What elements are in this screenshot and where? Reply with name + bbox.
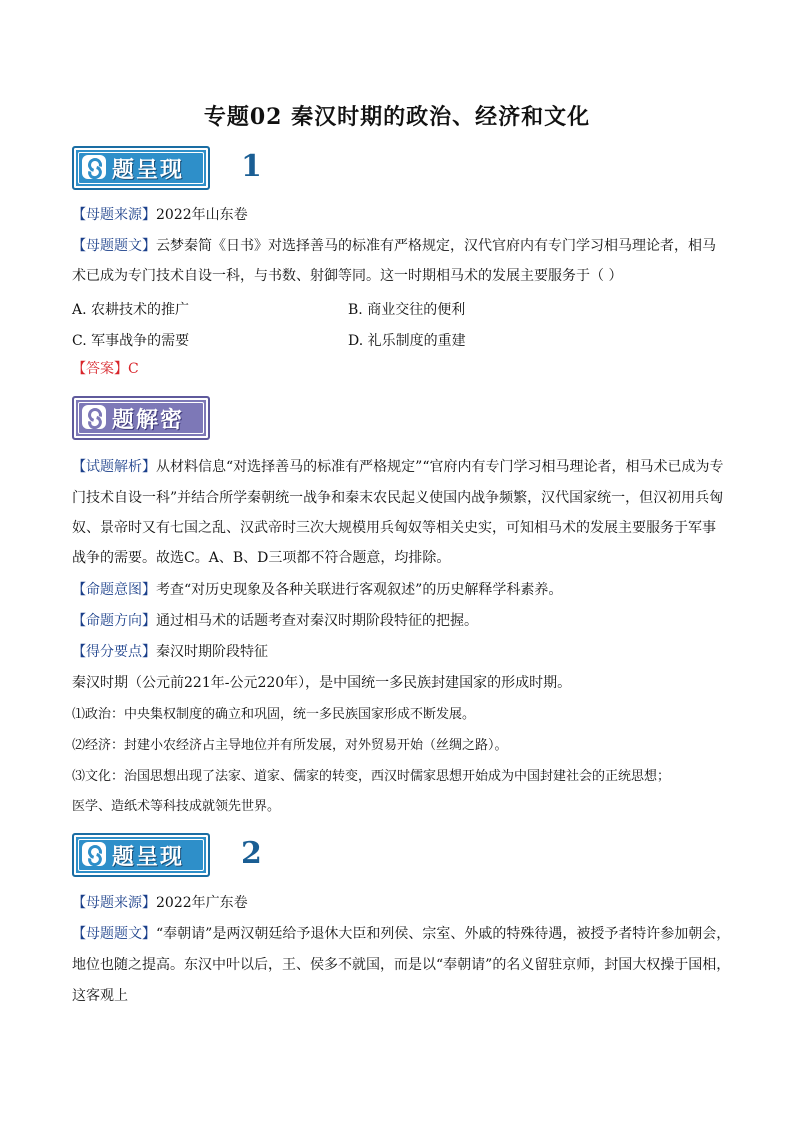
option-a: A. 农耕技术的推广 — [72, 302, 190, 318]
culture-line: 医学、造纸术等科技成就领先世界。 — [72, 799, 281, 814]
direction-line: 【命题方向】通过相马术的话题考查对秦汉时期阶段特征的把握。 — [72, 613, 478, 629]
politics-line: ⑴政治：中央集权制度的确立和巩固，统一多民族国家形成不断发展。 — [72, 707, 476, 722]
source-tag: 【母题来源】 — [72, 207, 156, 223]
source-line: 【母题来源】2022年广东卷 — [72, 895, 248, 911]
culture-line: ⑶文化：治国思想出现了法家、道家、儒家的转变，西汉时儒家思想开始成为中国封建社会的正统思想； — [72, 769, 671, 784]
analysis-line: 奴、景帝时又有七国之乱、汉武帝时三次大规模用兵匈奴等相关史实，可知相马术的发展主要服务于军事 — [72, 520, 716, 536]
option-d: D. 礼乐制度的重建 — [348, 333, 466, 349]
banner-label: 题解密 — [112, 408, 185, 433]
question-text-line: 【母题题文】云梦秦简《日书》对选择善马的标准有严格规定，汉代官府内有专门学习相马理论者，相马 — [72, 238, 716, 254]
summary-line: 秦汉时期（公元前221年-公元220年），是中国统一多民族封建国家的形成时期。 — [72, 675, 572, 691]
question-text-line: 地位也随之提高。东汉中叶以后，王、侯多不就国，而是以“奉朝请”的名义留驻京师，封国大权操于国相， — [72, 957, 731, 973]
intent-line: 【命题意图】考查“对历史现象及各种关联进行客观叙述”的历史解释学科素养。 — [72, 582, 563, 598]
question-present-banner — [72, 146, 210, 190]
answer-tag: 【答案】 — [72, 361, 128, 377]
option-b: B. 商业交往的便利 — [348, 302, 466, 318]
page-title: 专题02 秦汉时期的政治、经济和文化 — [203, 104, 591, 130]
banner-label: 题呈现 — [112, 158, 185, 183]
question-present-banner — [72, 833, 210, 877]
question-text-tag: 【母题题文】 — [72, 926, 156, 942]
answer-line — [72, 359, 732, 379]
analysis-tag: 【试题解析】 — [72, 459, 156, 475]
question-number: 1 — [241, 149, 262, 184]
answer-value: C — [128, 361, 139, 377]
question-analysis-banner — [72, 396, 210, 440]
direction-tag: 【命题方向】 — [72, 613, 156, 629]
question-text-line: 这客观上 — [72, 988, 128, 1004]
points-tag: 【得分要点】 — [72, 644, 156, 660]
points-line: 【得分要点】秦汉时期阶段特征 — [72, 644, 268, 660]
banner-label: 题呈现 — [112, 845, 185, 870]
source-tag: 【母题来源】 — [72, 895, 156, 911]
question-text-line: 术已成为专门技术自设一科，与书数、射御等同。这一时期相马术的发展主要服务于（ ） — [72, 268, 623, 284]
question-text-line: 【母题题文】“奉朝请”是两汉朝廷给予退休大臣和列侯、宗室、外戚的特殊待遇，被授予者特许参加朝会， — [72, 926, 731, 942]
option-c: C. 军事战争的需要 — [72, 333, 190, 349]
analysis-line: 战争的需要。故选C。A、B、D三项都不符合题意，均排除。 — [72, 550, 451, 566]
intent-tag: 【命题意图】 — [72, 582, 156, 598]
question-text-tag: 【母题题文】 — [72, 238, 156, 254]
source-line — [72, 205, 732, 225]
source-text: 2022年山东卷 — [156, 207, 248, 223]
economy-line: ⑵经济：封建小农经济占主导地位并有所发展，对外贸易开始（丝绸之路）。 — [72, 738, 508, 753]
analysis-line: 门技术自设一科”并结合所学秦朝统一战争和秦末农民起义使国内战争频繁，汉代国家统一，但汉初用兵匈 — [72, 490, 724, 506]
stylized-s-icon — [82, 405, 106, 429]
stylized-s-icon — [82, 842, 106, 866]
question-number: 2 — [241, 836, 262, 871]
stylized-s-icon — [82, 155, 106, 179]
analysis-line: 【试题解析】从材料信息“对选择善马的标准有严格规定”“官府内有专门学习相马理论者，相马术已成为专 — [72, 459, 724, 475]
